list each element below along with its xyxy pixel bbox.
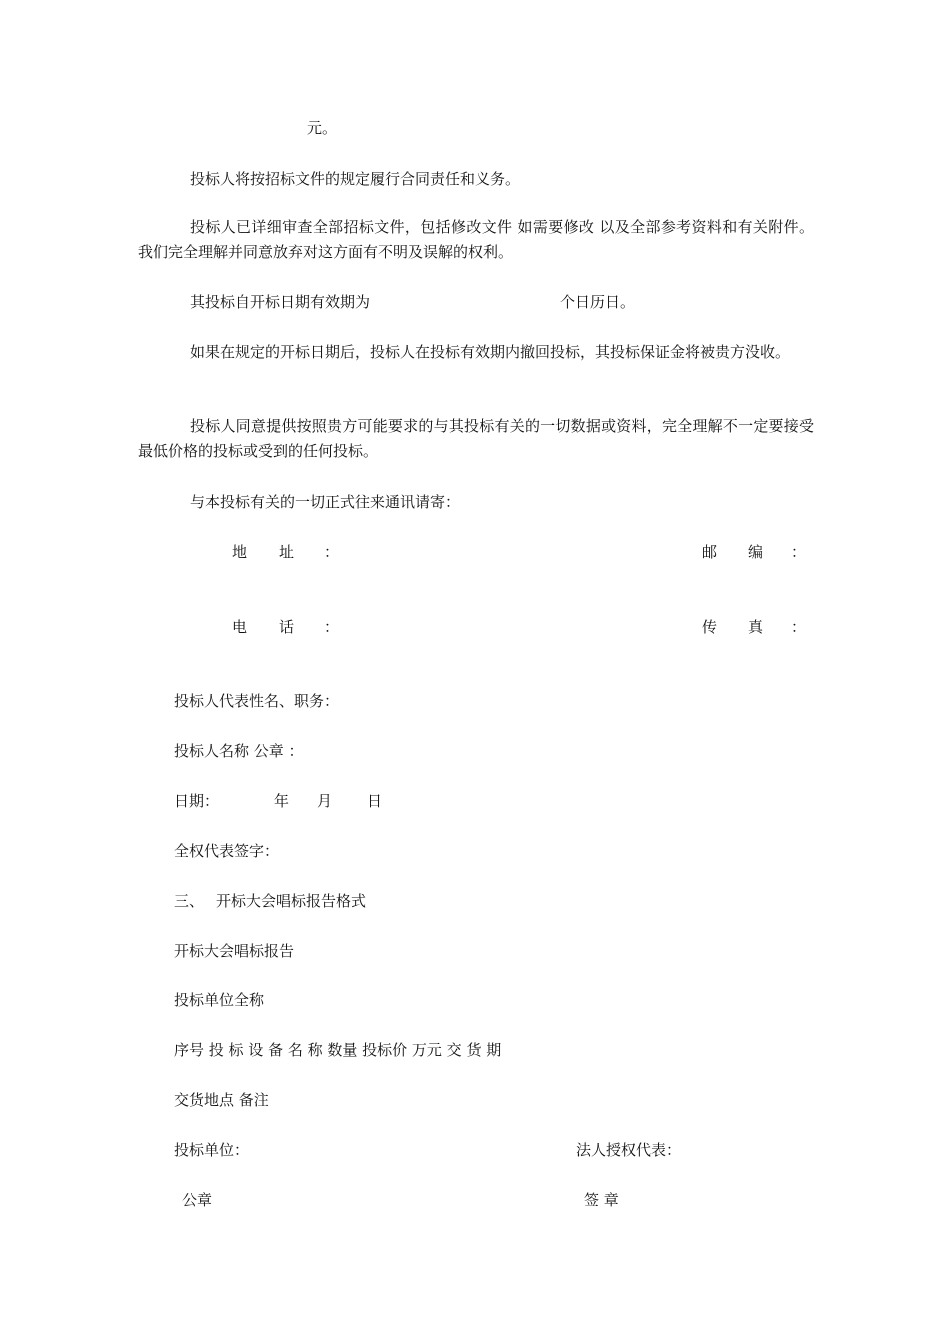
paragraph-obligation: 投标人将按招标文件的规定履行合同责任和义务。	[190, 170, 521, 188]
phone-label-char1: 电	[232, 618, 248, 636]
date-year: 年	[274, 792, 290, 810]
report-columns-line2: 交货地点 备注	[174, 1091, 269, 1109]
report-columns-line: 序号 投 标 设 备 名 称 数量 投标价 万元 交 货 期	[174, 1041, 502, 1059]
paragraph-provide: 投标人同意提供按照贵方可能要求的与其投标有关的一切数据或资料，完全理解不一定要接受最低价格的投标或受到的任何投标。	[138, 417, 814, 460]
representative-name-label: 投标人代表性名、职务：	[174, 692, 340, 710]
section-number: 三、	[174, 892, 205, 910]
date-day: 日	[367, 792, 383, 810]
date-month: 月	[317, 792, 333, 810]
fax-label-char2: 真	[748, 618, 764, 636]
section-title: 开标大会唱标报告格式	[216, 892, 367, 910]
bidder-full-name-label: 投标单位全称	[174, 991, 265, 1009]
legal-representative-label: 法人授权代表：	[576, 1141, 682, 1159]
address-label-char2: 址	[279, 543, 295, 561]
amount-tail: 元。	[307, 119, 338, 137]
validity-text-end: 个日历日。	[560, 293, 636, 311]
paragraph-reviewed: 投标人已详细审查全部招标文件，包括修改文件 如需要修改 以及全部参考资料和有关附件。我们完全理解并同意放弃对这方面有不明及误解的权利。	[138, 218, 814, 261]
validity-text-start: 其投标自开标日期有效期为	[190, 293, 371, 311]
date-label: 日期：	[174, 792, 220, 810]
paragraph-withdraw: 如果在规定的开标日期后，投标人在投标有效期内撤回投标，其投标保证金将被贵方没收。	[190, 343, 791, 361]
paragraph-correspond: 与本投标有关的一切正式往来通讯请寄：	[190, 493, 461, 511]
postcode-label-char1: 邮	[702, 543, 718, 561]
postcode-label-colon: ：	[791, 543, 807, 561]
sign-stamp-label: 签 章	[584, 1191, 619, 1209]
address-label-colon: ：	[324, 543, 340, 561]
fax-label-colon: ：	[791, 618, 807, 636]
bidder-name-label: 投标人名称 公章 ：	[174, 742, 304, 760]
phone-label-char2: 话	[279, 618, 295, 636]
bid-unit-label: 投标单位：	[174, 1141, 250, 1159]
signature-label: 全权代表签字：	[174, 842, 280, 860]
seal-label: 公章	[182, 1191, 213, 1209]
phone-label-colon: ：	[324, 618, 340, 636]
address-label-char1: 地	[232, 543, 248, 561]
report-title: 开标大会唱标报告	[174, 942, 295, 960]
fax-label-char1: 传	[702, 618, 718, 636]
postcode-label-char2: 编	[748, 543, 764, 561]
